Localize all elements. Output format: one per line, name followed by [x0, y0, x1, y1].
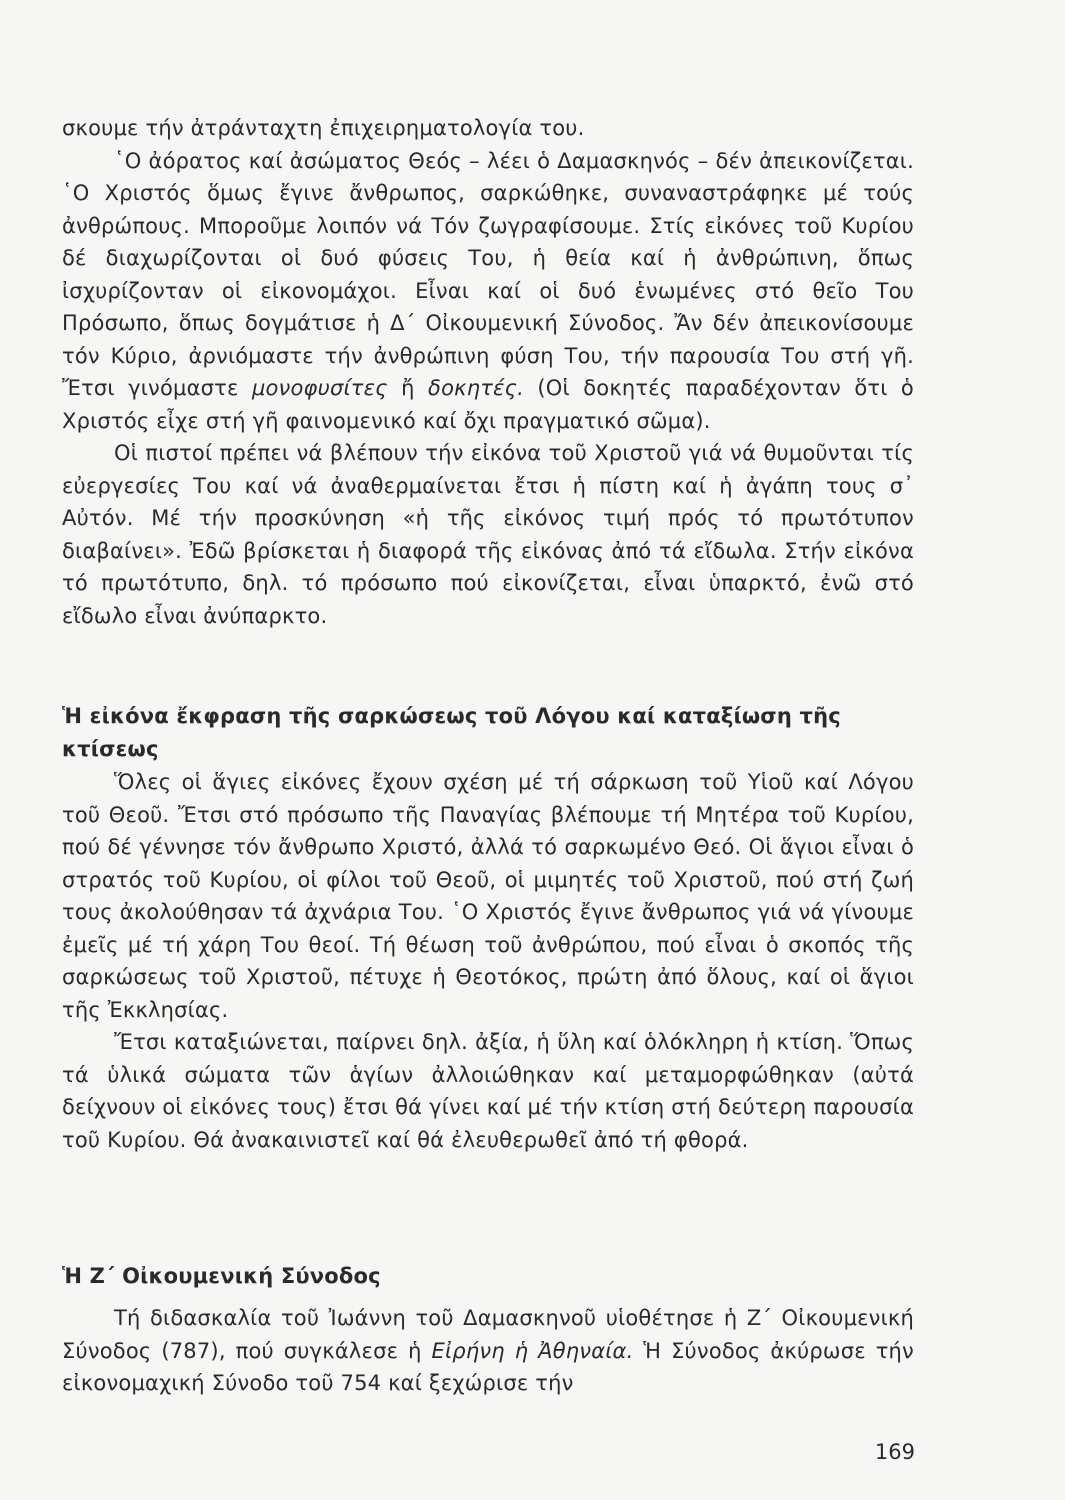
text-block-council [62, 1302, 914, 1400]
section-heading-incarnation: Ἡ εἰκόνα ἔκφραση τῆς σαρκώσεως τοῦ Λόγου καί καταξίωση τῆς κτίσεως [62, 704, 841, 761]
paragraph-creation: Ἔτσι καταξιώνεται, παίρνει δηλ. ἀξία, ἡ ὕλη καί ὁλόκληρη ἡ κτίση. Ὅπως τά ὑλικά σώματα τῶν ἁγίων ἀλλοιώθηκαν καί μεταμορφώθηκαν (αὐτά δείχνουν οἱ εἰκόνες τους) ἔτσι θά γίνει καί μέ τήν κτίση στή δεύτερη παρουσία τοῦ Κυρίου. Θά ἀνακαινιστεῖ καί θά ἐλευθερωθεῖ ἀπό τή φθορά. [62, 1030, 914, 1152]
paragraph-damascene-text: ῾Ο ἀόρατος καί ἀσώματος Θεός – λέει ὁ Δαμασκηνός – δέν ἀπεικονίζεται. ῾Ο Χριστός ὅμως ἔγινε ἄνθρωπος, σαρκώθηκε, συναναστράφηκε μέ τούς ἀνθρώπους. Μποροῦμε λοιπόν νά Τόν ζωγραφίσουμε. Στίς εἰκόνες τοῦ Κυρίου δέ διαχωρίζονται οἱ δυό φύσεις Του, ἡ θεία καί ἡ ἀνθρώπινη, ὅπως ἰσχυρίζονταν οἱ εἰκονομάχοι. Εἶναι καί οἱ δυό ἑνωμένες στό θεῖο Του Πρόσωπο, ὅπως δογμάτισε ἡ Δ΄ Οἰκουμενική Σύνοδος. Ἄν δέν ἀπεικονίσουμε τόν Κύριο, ἀρνιόμαστε τήν ἀνθρώπινη φύση Του, τήν παρουσία Του στή γῆ. Ἔτσι γινόμαστε [62, 148, 914, 400]
paragraph-council-end: Ἡ Σύνοδος ἀκύρωσε τήν εἰκονομαχική Σύνοδο τοῦ 754 καί ξεχώρισε τήν [62, 1338, 914, 1395]
paragraph-continuation: σκουμε τήν ἀτράνταχτη ἐπιχειρηματολογία του. [62, 116, 585, 140]
conjunction: ἤ [401, 376, 415, 400]
paragraph-damascene [62, 145, 914, 438]
term-monophysites: μονοφυσίτες [251, 376, 388, 400]
page-number: 169 [874, 1440, 915, 1464]
empress-name: Εἰρήνη ἡ Ἀθηναία. [431, 1338, 634, 1363]
paragraph-icons-incarnation: Ὅλες οἱ ἅγιες εἰκόνες ἔχουν σχέση μέ τή σάρκωση τοῦ Υἱοῦ καί Λόγου τοῦ Θεοῦ. Ἔτσι στό πρόσωπο τῆς Παναγίας βλέπουμε τή Μητέρα τοῦ Κυρίου, πού δέ γέννησε τόν ἄνθρωπο Χριστό, ἀλλά τό σαρκωμένο Θεό. Οἱ ἅγιοι εἶναι ὁ στρατός τοῦ Κυρίου, οἱ φίλοι τοῦ Θεοῦ, οἱ μιμητές τοῦ Χριστοῦ, πού στή ζωή τους ἀκολούθησαν τά ἀχνάρια Του. ῾Ο Χριστός ἔγινε ἄνθρωπος γιά νά γίνουμε ἐμεῖς μέ τή χάρη Του θεοί. Τή θέωση τοῦ ἀνθρώπου, πού εἶναι ὁ σκοπός τῆς σαρκώσεως τοῦ Χριστοῦ, πέτυχε ἡ Θεοτόκος, πρώτη ἀπό ὅλους, καί οἱ ἅγιοι τῆς Ἐκκλησίας. [62, 770, 914, 1022]
term-docetists: δοκητές. [428, 376, 524, 400]
paragraph-faithful: Οἱ πιστοί πρέπει νά βλέπουν τήν εἰκόνα τοῦ Χριστοῦ γιά νά θυμοῦνται τίς εὐεργεσίες Του καί νά ἀναθερμαίνεται ἔτσι ἡ πίστη καί ἡ ἀγάπη τους σ᾽ Αὐτόν. Μέ τήν προσκύνηση «ἡ τῆς εἰκόνος τιμή πρός τό πρωτότυπον διαβαίνει». Ἐδῶ βρίσκεται ἡ διαφορά τῆς εἰκόνας ἀπό τά εἴδωλα. Στήν εἰκόνα τό πρωτότυπο, δηλ. τό πρόσωπο πού εἰκονίζεται, εἶναι ὑπαρκτό, ἐνῶ στό εἴδωλο εἶναι ἀνύπαρκτο. [62, 441, 914, 628]
text-block-intro [62, 112, 914, 632]
paragraph-council-start: Τή διδασκαλία τοῦ Ἰωάννη τοῦ Δαμασκηνοῦ υἱοθέτησε ἡ Ζ΄ Οἰκουμενική Σύνοδος (787), πού συγκάλεσε ἡ [62, 1306, 914, 1363]
text-block-incarnation [62, 766, 914, 1156]
paragraph-damascene-end: (Οἱ δοκητές παραδέχονταν ὅτι ὁ Χριστός εἶχε στή γῆ φαινομενικό καί ὄχι πραγματικό σῶμα). [62, 376, 914, 433]
section-heading-seventh-council: Ἡ Ζ΄ Οἰκουμενική Σύνοδος [62, 1264, 381, 1288]
paragraph-council [62, 1302, 914, 1400]
